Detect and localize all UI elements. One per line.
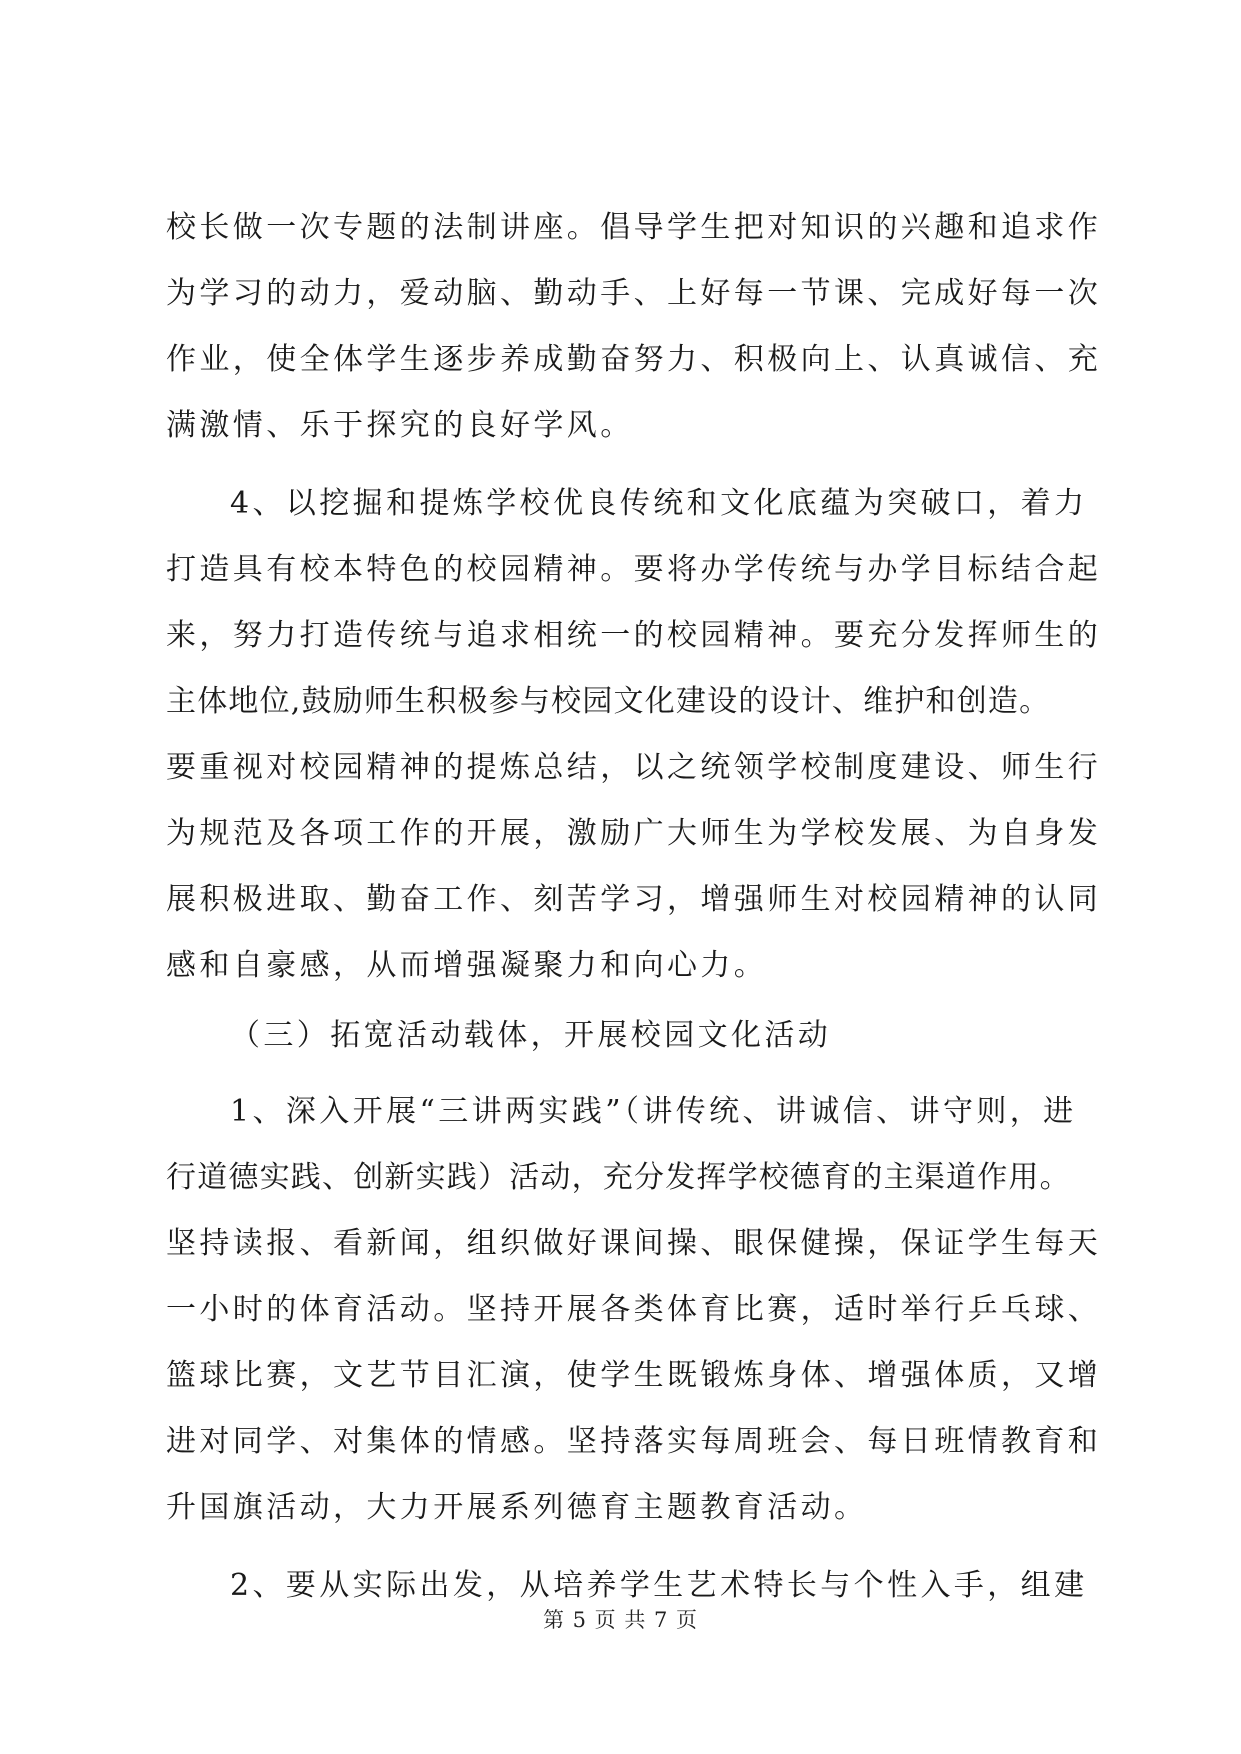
paragraph-4-first-line: 4、以挖掘和提炼学校优良传统和文化底蕴为突破口，着力 (230, 486, 1088, 521)
text-line: 升国旗活动，大力开展系列德育主题教育活动。 (166, 1490, 868, 1525)
page-footer: 第 5 页 共 7 页 (542, 1608, 699, 1632)
text-line: 打造具有校本特色的校园精神。要将办学传统与办学目标结合起 (166, 552, 1102, 587)
text-line: 坚持读报、看新闻，组织做好课间操、眼保健操，保证学生每天 (166, 1226, 1102, 1261)
text-line: 作业，使全体学生逐步养成勤奋努力、积极向上、认真诚信、充 (166, 342, 1102, 377)
text-line: 为规范及各项工作的开展，激励广大师生为学校发展、为自身发 (166, 816, 1102, 851)
text-line: 进对同学、对集体的情感。坚持落实每周班会、每日班情教育和 (166, 1424, 1102, 1459)
text-line: 校长做一次专题的法制讲座。倡导学生把对知识的兴趣和追求作 (166, 210, 1102, 245)
text-line: 篮球比赛，文艺节目汇演，使学生既锻炼身体、增强体质，又增 (166, 1358, 1102, 1393)
text-line: 一小时的体育活动。坚持开展各类体育比赛，适时举行乒乓球、 (166, 1292, 1102, 1327)
text-line: 行道德实践、创新实践）活动，充分发挥学校德育的主渠道作用。 (166, 1160, 1071, 1195)
text-line: 来，努力打造传统与追求相统一的校园精神。要充分发挥师生的 (166, 618, 1102, 653)
text-line: 主体地位,鼓励师生积极参与校园文化建设的设计、维护和创造。 (166, 684, 1051, 719)
text-line: 满激情、乐于探究的良好学风。 (166, 408, 634, 443)
text-line: 为学习的动力，爱动脑、勤动手、上好每一节课、完成好每一次 (166, 276, 1102, 311)
section-heading: （三）拓宽活动载体，开展校园文化活动 (230, 1018, 832, 1053)
text-line: 要重视对校园精神的提炼总结，以之统领学校制度建设、师生行 (166, 750, 1102, 785)
paragraph-1-first-line: 1、深入开展“三讲两实践”（讲传统、讲诚信、讲守则，进 (230, 1094, 1077, 1129)
paragraph-2-first-line: 2、要从实际出发，从培养学生艺术特长与个性入手，组建 (230, 1568, 1088, 1603)
text-line: 展积极进取、勤奋工作、刻苦学习，增强师生对校园精神的认同 (166, 882, 1102, 917)
text-line: 感和自豪感，从而增强凝聚力和向心力。 (166, 948, 768, 983)
